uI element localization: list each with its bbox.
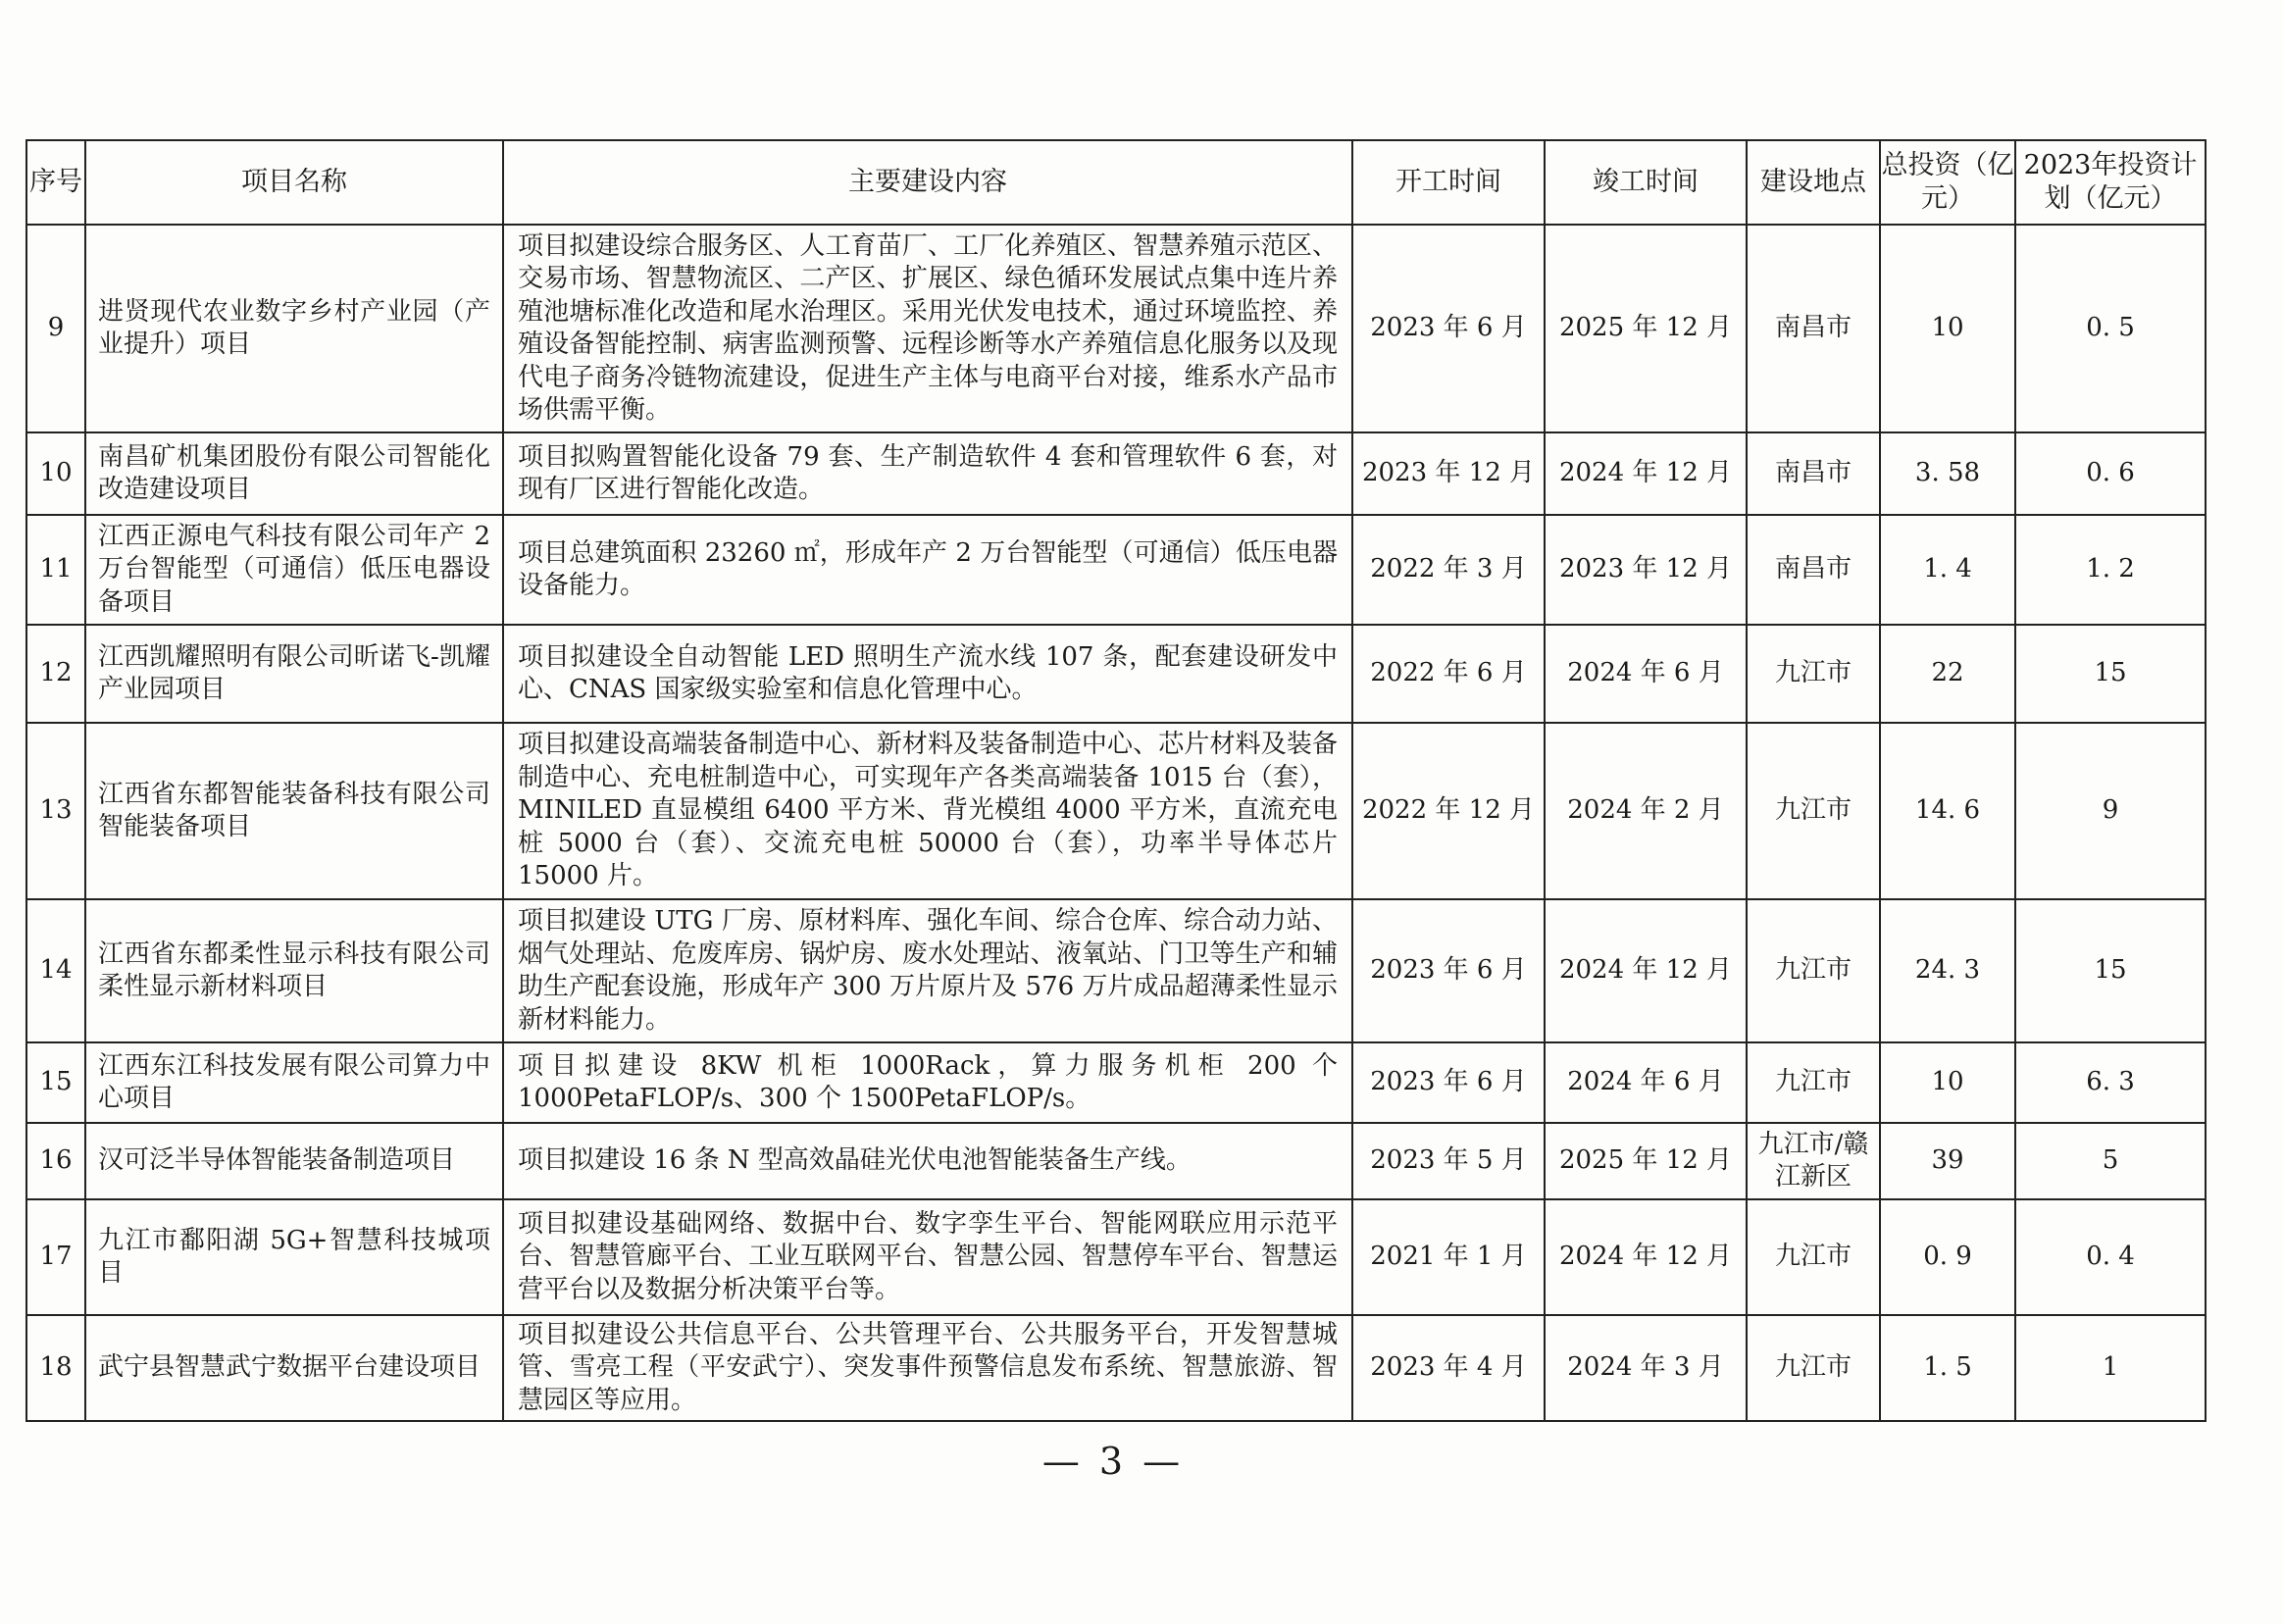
header-end: 竣工时间 [1545,140,1747,225]
table-row [26,1315,2206,1421]
row-location: 九江市 [1747,1199,1880,1315]
row-start: 2023 年 5 月 [1352,1123,1545,1199]
row-end: 2024 年 12 月 [1545,432,1747,515]
row-content: 项目拟建设综合服务区、人工育苗厂、工厂化养殖区、智慧养殖示范区、交易市场、智慧物流区、二产区、扩展区、绿色循环发展试点集中连片养殖池塘标准化改造和尾水治理区。采用光伏发电技术，通过环境监控、养殖设备智能控制、病害监测预警、远程诊断等水产养殖信息化服务以及现代电子商务冷链物流建设，促进生产主体与电商平台对接，维系水产品市场供需平衡。 [503,225,1352,432]
row-total: 10 [1880,225,2015,432]
row-name: 江西省东都智能装备科技有限公司智能装备项目 [85,723,503,899]
table-row [26,1123,2206,1199]
table-row [26,432,2206,515]
row-end: 2024 年 6 月 [1545,625,1747,723]
row-seq: 16 [26,1123,85,1199]
row-name: 进贤现代农业数字乡村产业园（产业提升）项目 [85,225,503,432]
header-start: 开工时间 [1352,140,1545,225]
row-name: 汉可泛半导体智能装备制造项目 [85,1123,503,1199]
row-total: 10 [1880,1042,2015,1123]
row-start: 2023 年 12 月 [1352,432,1545,515]
table-row [26,225,2206,432]
table-row [26,899,2206,1042]
header-content: 主要建设内容 [503,140,1352,225]
row-location: 九江市 [1747,723,1880,899]
row-seq: 14 [26,899,85,1042]
row-name: 南昌矿机集团股份有限公司智能化改造建设项目 [85,432,503,515]
row-name: 江西省东都柔性显示科技有限公司柔性显示新材料项目 [85,899,503,1042]
row-content: 项目拟建设高端装备制造中心、新材料及装备制造中心、芯片材料及装备制造中心、充电桩制造中心，可实现年产各类高端装备 1015 台（套），MINILED 直显模组 6400 平方米、背光模组 4000 平方米，直流充电桩 5000 台（套）、交流充电桩 50000 台（套），功率半导体芯片 15000 片。 [503,723,1352,899]
row-content: 项目拟建设 UTG 厂房、原材料库、强化车间、综合仓库、综合动力站、烟气处理站、危废库房、锅炉房、废水处理站、液氧站、门卫等生产和辅助生产配套设施，形成年产 300 万片原片及 576 万片成品超薄柔性显示新材料能力。 [503,899,1352,1042]
row-total: 24. 3 [1880,899,2015,1042]
row-end: 2024 年 3 月 [1545,1315,1747,1421]
row-seq: 15 [26,1042,85,1123]
row-location: 南昌市 [1747,432,1880,515]
row-content: 项目拟建设基础网络、数据中台、数字孪生平台、智能网联应用示范平台、智慧管廊平台、工业互联网平台、智慧公园、智慧停车平台、智慧运营平台以及数据分析决策平台等。 [503,1199,1352,1315]
row-content: 项目总建筑面积 23260 ㎡，形成年产 2 万台智能型（可通信）低压电器设备能力。 [503,515,1352,625]
row-seq: 11 [26,515,85,625]
header-location: 建设地点 [1747,140,1880,225]
row-start: 2023 年 6 月 [1352,225,1545,432]
row-end: 2024 年 6 月 [1545,1042,1747,1123]
row-location: 九江市 [1747,899,1880,1042]
row-total: 1. 4 [1880,515,2015,625]
row-plan2023: 9 [2015,723,2206,899]
row-start: 2023 年 6 月 [1352,899,1545,1042]
row-plan2023: 0. 4 [2015,1199,2206,1315]
row-name: 江西凯耀照明有限公司昕诺飞-凯耀产业园项目 [85,625,503,723]
row-total: 22 [1880,625,2015,723]
row-content: 项目拟建设全自动智能 LED 照明生产流水线 107 条，配套建设研发中心、CNAS 国家级实验室和信息化管理中心。 [503,625,1352,723]
table-row [26,1199,2206,1315]
row-start: 2023 年 4 月 [1352,1315,1545,1421]
row-start: 2022 年 12 月 [1352,723,1545,899]
header-seq: 序号 [26,140,85,225]
row-total: 1. 5 [1880,1315,2015,1421]
row-total: 14. 6 [1880,723,2015,899]
row-location: 九江市 [1747,1315,1880,1421]
row-start: 2023 年 6 月 [1352,1042,1545,1123]
row-seq: 12 [26,625,85,723]
row-seq: 13 [26,723,85,899]
row-plan2023: 0. 6 [2015,432,2206,515]
row-end: 2024 年 12 月 [1545,1199,1747,1315]
row-end: 2023 年 12 月 [1545,515,1747,625]
row-end: 2024 年 12 月 [1545,899,1747,1042]
row-plan2023: 1 [2015,1315,2206,1421]
header-total: 总投资（亿元） [1880,140,2015,225]
row-start: 2022 年 6 月 [1352,625,1545,723]
row-name: 江西东江科技发展有限公司算力中心项目 [85,1042,503,1123]
row-total: 3. 58 [1880,432,2015,515]
row-total: 39 [1880,1123,2015,1199]
row-start: 2021 年 1 月 [1352,1199,1545,1315]
row-content: 项目拟建设 8KW 机柜 1000Rack，算力服务机柜 200 个 1000PetaFLOP/s、300 个 1500PetaFLOP/s。 [503,1042,1352,1123]
row-plan2023: 15 [2015,899,2206,1042]
row-end: 2025 年 12 月 [1545,1123,1747,1199]
table-row [26,515,2206,625]
table-row [26,723,2206,899]
row-plan2023: 5 [2015,1123,2206,1199]
row-end: 2024 年 2 月 [1545,723,1747,899]
row-location: 九江市/赣江新区 [1747,1123,1880,1199]
header-name: 项目名称 [85,140,503,225]
row-plan2023: 15 [2015,625,2206,723]
row-seq: 10 [26,432,85,515]
row-name: 武宁县智慧武宁数据平台建设项目 [85,1315,503,1421]
table-row [26,1042,2206,1123]
row-seq: 17 [26,1199,85,1315]
row-name: 江西正源电气科技有限公司年产 2 万台智能型（可通信）低压电器设备项目 [85,515,503,625]
row-location: 南昌市 [1747,515,1880,625]
page-number: — 3 — [1041,1440,1185,1483]
row-total: 0. 9 [1880,1199,2015,1315]
row-end: 2025 年 12 月 [1545,225,1747,432]
row-location: 九江市 [1747,1042,1880,1123]
table-header-row [26,140,2206,225]
row-seq: 9 [26,225,85,432]
header-plan2023: 2023年投资计划（亿元） [2015,140,2206,225]
row-content: 项目拟建设 16 条 N 型高效晶硅光伏电池智能装备生产线。 [503,1123,1352,1199]
table-row [26,625,2206,723]
projects-table [25,139,2207,1422]
row-location: 南昌市 [1747,225,1880,432]
row-location: 九江市 [1747,625,1880,723]
row-plan2023: 1. 2 [2015,515,2206,625]
row-content: 项目拟购置智能化设备 79 套、生产制造软件 4 套和管理软件 6 套，对现有厂区进行智能化改造。 [503,432,1352,515]
row-start: 2022 年 3 月 [1352,515,1545,625]
row-seq: 18 [26,1315,85,1421]
row-content: 项目拟建设公共信息平台、公共管理平台、公共服务平台，开发智慧城管、雪亮工程（平安武宁）、突发事件预警信息发布系统、智慧旅游、智慧园区等应用。 [503,1315,1352,1421]
row-plan2023: 0. 5 [2015,225,2206,432]
row-name: 九江市鄱阳湖 5G+智慧科技城项目 [85,1199,503,1315]
row-plan2023: 6. 3 [2015,1042,2206,1123]
